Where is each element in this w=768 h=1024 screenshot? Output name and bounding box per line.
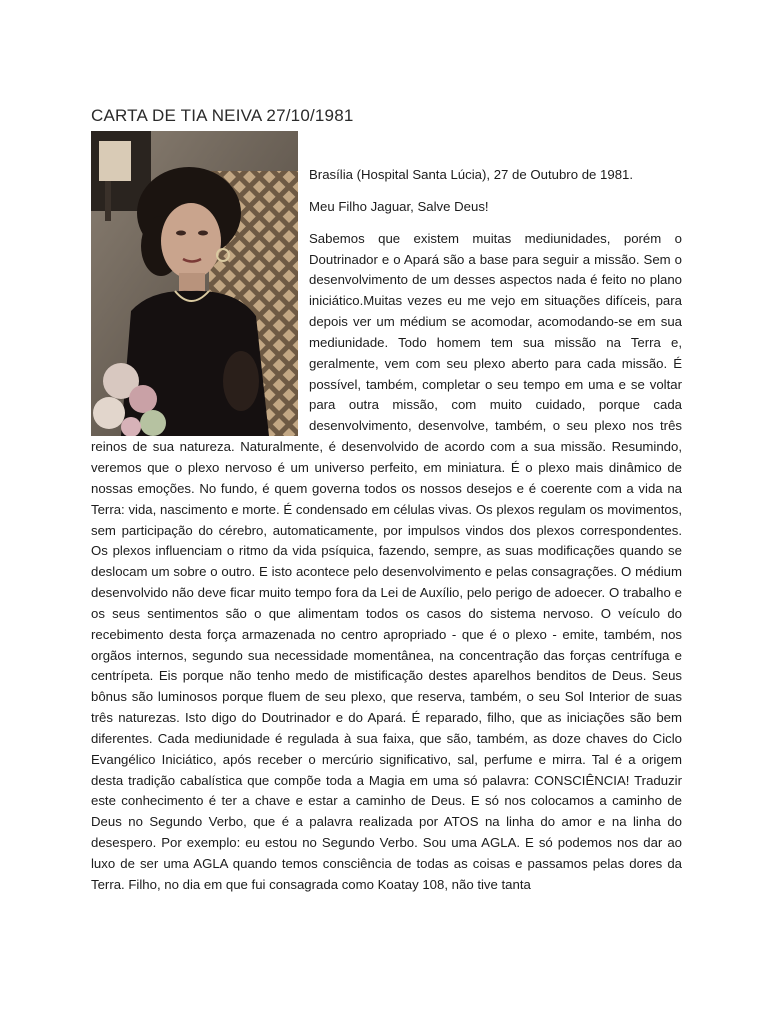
letter-body: [91, 165, 682, 896]
document-title: CARTA DE TIA NEIVA 27/10/1981: [91, 106, 354, 125]
letter-greeting: Meu Filho Jaguar, Salve Deus!: [309, 198, 489, 214]
photo-wrap-space: [91, 165, 309, 437]
letter-dateline: Brasília (Hospital Santa Lúcia), 27 de Outubro de 1981.: [309, 167, 634, 182]
letter-paragraph: Sabemos que existem muitas mediunidades, porém o Doutrinador e o Apará são a base para seguir a missão. Sem o desenvolvimento de um desses aspectos nada é feito no plano iniciático.Muitas vezes eu me vejo em situações difíceis, para depois ver um médium se acomodar, acomodando-se em sua mediunidade. Todo homem tem sua missão na Terra e, geralmente, vem com seu plexo aberto para cada missão. É possível, também, completar o seu tempo em uma e se voltar para outra missão, com muito cuidado, porque cada desenvolvimento, desenvolve, também, o seu plexo nos três reinos de sua natureza. Naturalmente, é desenvolvido de acordo com a sua missão. Resumindo, veremos que o plexo nervoso é um universo perfeito, em miniatura. É o plexo mais dinâmico de nossas emoções. No fundo, é quem governa todos os nossos desejos e é coerente com a vida na Terra: vida, nascimento e morte. É condensado em células vivas. Os plexos regulam os movimentos, sem participação do cérebro, automaticamente, por impulsos vindos dos plexos correspondentes. Os plexos influenciam o ritmo da vida psíquica, fazendo, sempre, as suas modificações quando se deslocam um sobre o outro. E isto acontece pelo desenvolvimento e pelas consagrações. O médium desenvolvido não deve ficar muito tempo fora da Lei de Auxílio, pelo perigo de adoecer. O trabalho e os seus sentimentos são o que alimentam todos os casos do sistema nervoso. O veículo do recebimento desta força armazenada no centro apropriado - que é o plexo - emite, também, nos orgãos internos, segundo sua necessidade momentânea, na concentração das forças centrífuga e centrípeta. Eis porque não tenho medo de mistificação destes aparelhos benditos de Deus. Seus bônus são luminosos porque fluem de seu plexo, que reserva, também, o seu Sol Interior de suas três naturezas. Isto digo do Doutrinador e do Apará. É reparado, filho, que as iniciações são bem diferentes. Cada mediunidade é regulada à sua faixa, que são, também, as doze chaves do Ciclo Evangélico Iniciático, após receber o mercúrio significativo, sal, perfume e mirra. Tal é a origem desta tradição cabalística que compõe toda a Magia em uma só palavra: CONSCIÊNCIA! Traduzir este conhecimento é ter a chave e estar a caminho de Deus. E só nos colocamos a caminho de Deus no Segundo Verbo, que é a palavra realizada por ATOS na linha do amor e na linha do desespero. Por exemplo: eu estou no Segundo Verbo. Sou uma AGLA. E só podemos nos dar ao luxo de ser uma AGLA quando temos consciência de todas as coisas e passamos pelas dores da Terra. Filho, no dia em que fui consagrada como Koatay 108, não tive tanta: [91, 230, 682, 892]
